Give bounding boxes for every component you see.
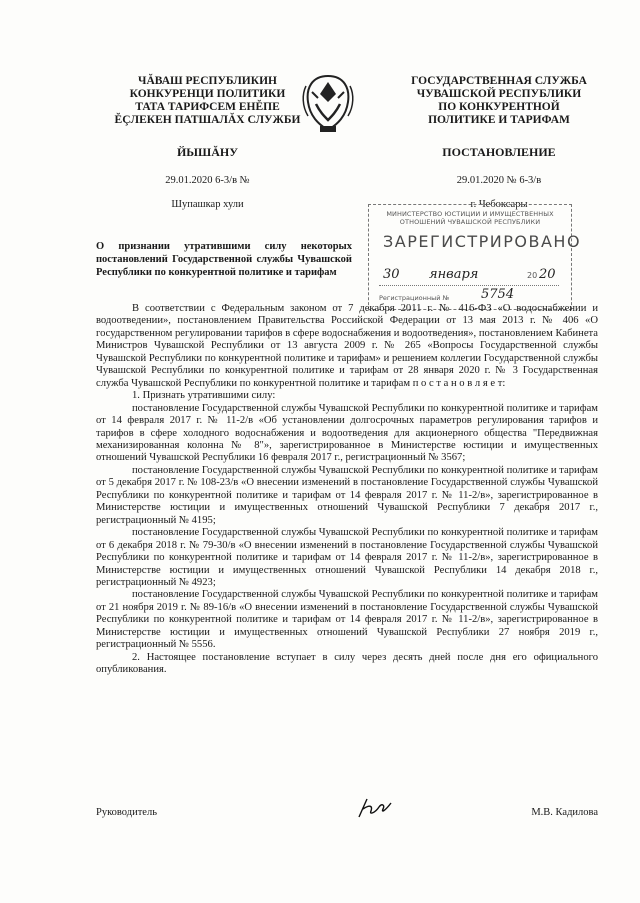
org-line: КОНКУРЕНЦИ ПОЛИТИКИ	[129, 88, 286, 100]
item-2-effective: 2. Настоящее постановление вступает в силу через десять дней после дня его официального опубликования.	[96, 651, 598, 676]
org-line: ЧĂВАШ РЕСПУБЛИКИН	[138, 75, 277, 87]
document-body	[96, 303, 598, 677]
date-number-left: 29.01.2020 6-3/в №	[165, 175, 250, 186]
org-line: ĔÇЛЕКЕН ПАТШАЛĂХ СЛУЖБИ	[114, 114, 301, 126]
org-line: ГОСУДАРСТВЕННАЯ СЛУЖБА	[411, 75, 587, 87]
org-line: ЧУВАШСКОЙ РЕСПУБЛИКИ	[416, 88, 582, 100]
preamble-paragraph: В соответствии с Федеральным законом от 7 декабря 2011 г. № 416-ФЗ «О водоснабжении и водоотведении», постановлением Правительства Российской Федерации от 13 мая 2013 г. № 406 «О государственном регулировании тарифов в сфере водоснабжения и водоотведения», постановлением Кабинета Министров Чувашской Республики от 13 августа 2009 г. № 265 «Вопросы Государственной службы Чувашской Республики по конкурентной политике и тарифам» и решением коллегии Государственной службы Чувашской Республики по конкурентной политике и тарифам от 28 января 2020 г. № 3 Государственная служба Чувашской Республики по конкурентной политике и тарифам п о с т а н о в л я е т:	[96, 303, 598, 389]
doc-type-left: ЙЫШĂНУ	[176, 145, 239, 159]
stamp-year-prefix: 20	[527, 271, 538, 280]
stamp-date-line	[379, 285, 559, 286]
org-line: ПОЛИТИКЕ И ТАРИФАМ	[428, 114, 570, 126]
stamp-registered: ЗАРЕГИСТРИРОВАНО	[383, 232, 582, 251]
city-right: г. Чебоксары	[470, 199, 528, 210]
repealed-act-4: постановление Государственной службы Чувашской Республики по конкурентной политике и тарифам от 21 ноября 2019 г. № 89-16/в «О внесении изменений в постановление Государственной службы Чувашской Республики по конкурентной политике и тарифам от 14 февраля 2017 г. № 11-2/в», зарегистрированное в Министерстве юстиции и имущественных отношений Чувашской Республики 27 ноября 2019 г., регистрационный № 5556.	[96, 589, 598, 651]
signatory-name: М.В. Кадилова	[531, 807, 598, 818]
stamp-day: 30	[383, 267, 400, 282]
stamp-month: января	[429, 267, 479, 282]
org-line: ПО КОНКУРЕНТНОЙ	[438, 101, 560, 113]
signatory-position: Руководитель	[96, 807, 157, 818]
org-line: ТАТА ТАРИФСЕМ ЕНĔПЕ	[135, 101, 280, 113]
item-1-heading: 1. Признать утратившими силу:	[132, 390, 276, 402]
stamp-ministry: МИНИСТЕРСТВО ЮСТИЦИИ И ИМУЩЕСТВЕННЫХ ОТНОШЕНИЙ ЧУВАШСКОЙ РЕСПУБЛИКИ	[386, 210, 554, 226]
date-number-right: 29.01.2020 № 6-3/в	[456, 175, 542, 186]
registration-stamp	[368, 204, 582, 310]
handwritten-signature-icon	[355, 795, 395, 821]
stamp-year: 20	[539, 267, 556, 282]
header-right-org	[388, 75, 610, 127]
city-left: Шупашкар хули	[171, 199, 244, 210]
doc-type-right: ПОСТАНОВЛЕНИЕ	[442, 145, 556, 159]
stamp-reg-label: Регистрационный №	[379, 294, 450, 302]
repealed-act-1: постановление Государственной службы Чувашской Республики по конкурентной политике и тарифам от 14 февраля 2017 г. № 11-2/в «Об установлении долгосрочных параметров регулирования тарифов и тарифов в сфере холодного водоснабжения и водоотведения для акционерного общества "Передвижная механизированная колонна № 8"», зарегистрированное в Министерстве юстиции и имущественных отношений Чувашской Республики 16 февраля 2017 г., регистрационный № 3567;	[96, 402, 598, 464]
document-title: О признании утратившими силу некоторых постановлений Государственной службы Чувашской Республики по конкурентной политике и тарифам	[96, 241, 352, 278]
repealed-act-2: постановление Государственной службы Чувашской Республики по конкурентной политике и тарифам от 5 декабря 2017 г. № 108-23/в «О внесении изменений в постановление Государственной службы Чувашской Республики по конкурентной политике и тарифам от 14 февраля 2017 г. № 11-2/в», зарегистрированное в Министерстве юстиции и имущественных отношений Чувашской Республики 7 декабря 2017 г., регистрационный № 4195;	[96, 464, 598, 526]
stamp-reg-number: 5754	[481, 287, 515, 302]
header-left-org	[95, 75, 320, 127]
chuvash-emblem-icon	[298, 72, 358, 136]
repealed-act-3: постановление Государственной службы Чувашской Республики по конкурентной политике и тарифам от 6 декабря 2018 г. № 79-30/в «О внесении изменений в постановление Государственной службы Чувашской Республики по конкурентной политике и тарифам от 14 февраля 2017 г. № 11-2/в», зарегистрированное в Министерстве юстиции и имущественных отношений Чувашской Республики 14 декабря 2018 г., регистрационный № 4923;	[96, 527, 598, 588]
